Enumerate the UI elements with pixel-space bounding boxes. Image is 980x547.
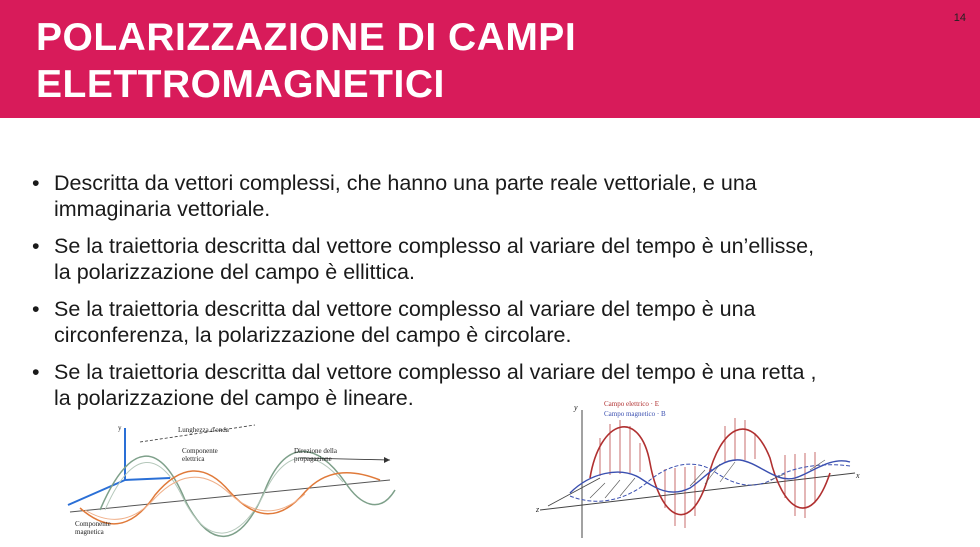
legend-magnetic: Campo magnetico · B <box>604 410 666 418</box>
electric-field-vectors <box>600 418 815 528</box>
field-vectors-illustration <box>530 398 870 545</box>
bullet-dot-icon: • <box>32 360 40 384</box>
right-y-label: y <box>574 403 578 412</box>
bullet-dot-icon: • <box>32 171 40 195</box>
wavelength-label: Lunghezza d'onda <box>178 426 229 434</box>
electric-label-2: elettrica <box>182 455 205 463</box>
field-vectors-svg <box>530 398 870 545</box>
bullet-text-1b: immaginaria vettoriale. <box>54 197 271 221</box>
bullet-item <box>32 170 952 222</box>
magnetic-field-wave <box>570 460 850 493</box>
z-axis <box>548 478 600 506</box>
title-bar <box>0 0 980 118</box>
bullet-dot-icon: • <box>32 234 40 258</box>
bullet-text-3b: circonferenza, la polarizzazione del campo è circolare. <box>54 323 572 347</box>
electric-label-1: Componente <box>182 447 218 455</box>
legend-electric: Campo elettrico · E <box>604 400 660 408</box>
x-axis <box>125 478 170 480</box>
magnetic-label-1: Componente <box>75 520 111 528</box>
title-line-2: ELETTROMAGNETICI <box>36 63 445 106</box>
em-wave-illustration <box>60 420 400 545</box>
slide-number: 14 <box>953 12 966 24</box>
bullet-text-4b: la polarizzazione del campo è lineare. <box>54 386 414 410</box>
x-axis <box>540 473 855 510</box>
bullet-text-4a: Se la traiettoria descritta dal vettore complesso al variare del tempo è una retta , <box>54 360 817 384</box>
bullet-text-2a: Se la traiettoria descritta dal vettore complesso al variare del tempo è un’ellisse, <box>54 234 815 258</box>
slide-title <box>36 14 576 108</box>
direction-label-2: propagazione <box>294 455 332 463</box>
bullet-dot-icon: • <box>32 297 40 321</box>
direction-label-1: Direzione della <box>294 447 337 455</box>
z-axis <box>68 480 125 505</box>
right-z-label: z <box>536 505 540 514</box>
bullet-list <box>32 170 952 422</box>
bullet-item <box>32 233 952 285</box>
bullet-text-1a: Descritta da vettori complessi, che hanno una parte reale vettoriale, e una <box>54 171 757 195</box>
bullet-item <box>32 296 952 348</box>
left-y-label: y <box>118 424 122 432</box>
electric-field-wave <box>590 427 830 515</box>
propagation-arrowhead <box>384 457 390 463</box>
title-line-1: POLARIZZAZIONE DI CAMPI <box>36 16 577 59</box>
magnetic-label-2: magnetica <box>75 528 104 536</box>
right-x-label: x <box>856 471 860 480</box>
electric-wave-shade <box>105 458 343 533</box>
em-wave-svg <box>60 420 400 545</box>
bullet-text-2b: la polarizzazione del campo è ellittica. <box>54 260 415 284</box>
bullet-text-3a: Se la traiettoria descritta dal vettore complesso al variare del tempo è una <box>54 297 756 321</box>
